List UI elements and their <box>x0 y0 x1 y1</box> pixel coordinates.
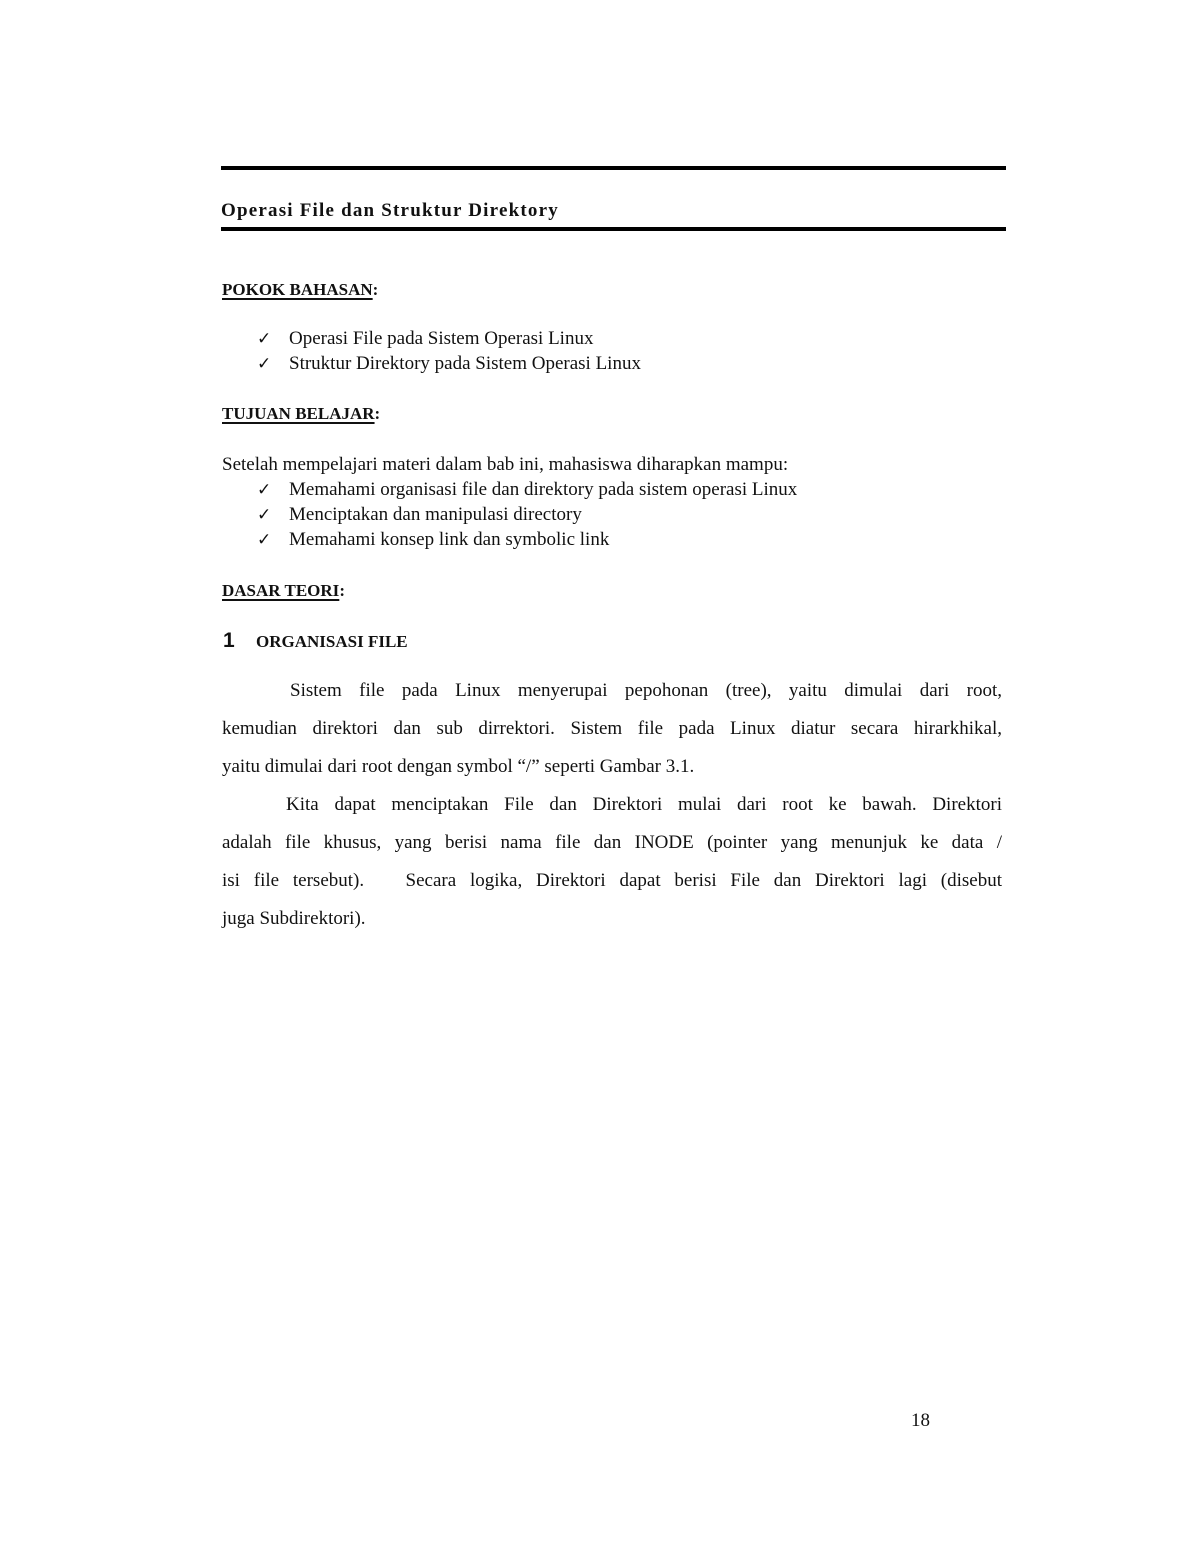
chapter-title: Operasi File dan Struktur Direktory <box>221 200 559 221</box>
paragraph-line: juga Subdirektori). <box>222 908 366 929</box>
check-icon: ✓ <box>257 530 272 549</box>
tujuan-belajar-heading <box>222 403 380 425</box>
page-number: 18 <box>911 1410 930 1431</box>
paragraph-line: isi file tersebut). Secara logika, Direktori dapat berisi File dan Direktori lagi (disebut <box>222 870 1002 891</box>
paragraph-line: kemudian direktori dan sub dirrektori. Sistem file pada Linux diatur secara hirarkhikal, <box>222 718 1002 739</box>
check-icon: ✓ <box>257 329 272 348</box>
list-item: Memahami organisasi file dan direktory pada sistem operasi Linux <box>289 479 798 500</box>
heading-text: TUJUAN BELAJAR <box>222 404 375 423</box>
section-title: ORGANISASI FILE <box>256 632 408 651</box>
heading-text: DASAR TEORI <box>222 581 340 600</box>
section-number: 1 <box>223 629 235 652</box>
tujuan-intro: Setelah mempelajari materi dalam bab ini, mahasiswa diharapkan mampu: <box>222 454 789 475</box>
heading-text: POKOK BAHASAN <box>222 280 373 299</box>
heading-colon: : <box>374 404 381 423</box>
check-icon: ✓ <box>257 480 272 499</box>
list-item: Memahami konsep link dan symbolic link <box>289 529 610 550</box>
heading-colon: : <box>339 581 345 600</box>
check-icon: ✓ <box>257 505 272 524</box>
paragraph-line: Kita dapat menciptakan File dan Direktori mulai dari root ke bawah. Direktori <box>286 794 1002 815</box>
heading-colon: : <box>372 280 379 299</box>
list-item: Struktur Direktory pada Sistem Operasi Linux <box>289 353 641 374</box>
title-rule <box>221 227 1006 231</box>
top-rule <box>221 166 1006 170</box>
pokok-bahasan-heading <box>222 279 378 301</box>
paragraph-line: yaitu dimulai dari root dengan symbol “/” seperti Gambar 3.1. <box>222 756 695 777</box>
check-icon: ✓ <box>257 354 272 373</box>
dasar-teori-heading <box>222 580 345 602</box>
paragraph-line: adalah file khusus, yang berisi nama file dan INODE (pointer yang menunjuk ke data / <box>222 832 1002 853</box>
list-item: Operasi File pada Sistem Operasi Linux <box>289 328 594 349</box>
paragraph-line: Sistem file pada Linux menyerupai pepohonan (tree), yaitu dimulai dari root, <box>290 680 1002 701</box>
list-item: Menciptakan dan manipulasi directory <box>289 504 582 525</box>
